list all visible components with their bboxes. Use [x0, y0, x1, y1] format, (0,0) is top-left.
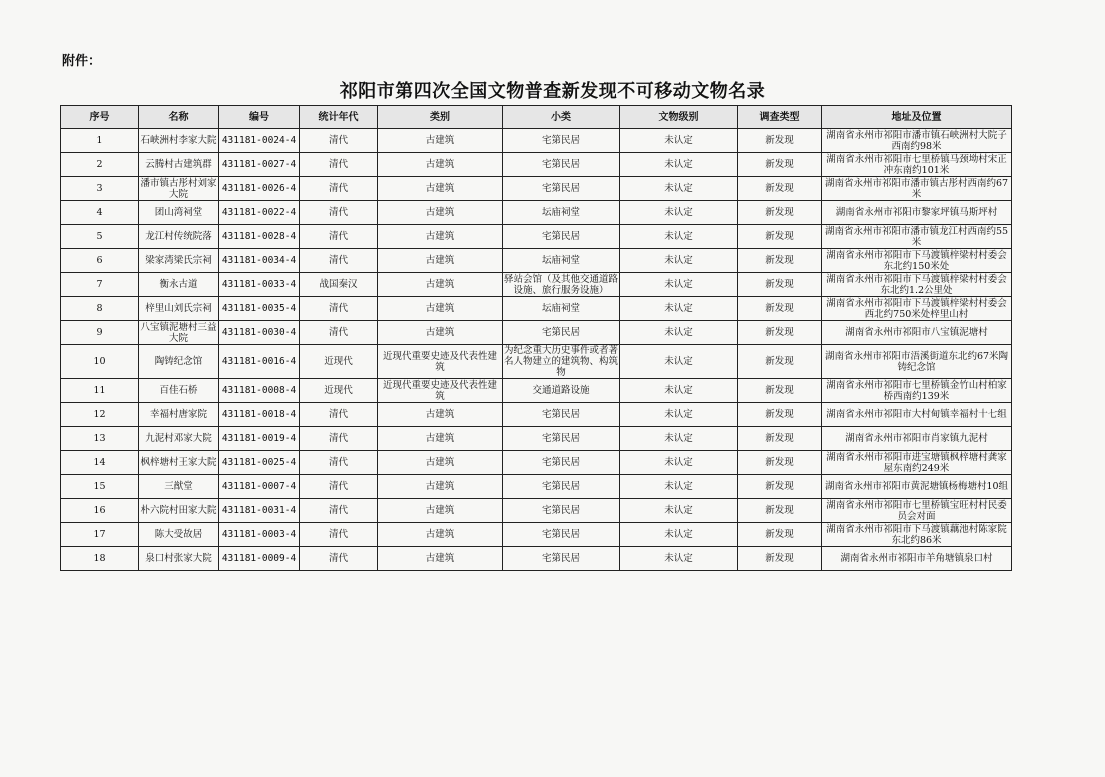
table-row: [61, 403, 1012, 427]
cell-subcategory: 坛庙祠堂: [503, 297, 620, 321]
cell-category: 古建筑: [378, 499, 503, 523]
cell-category: 近现代重要史迹及代表性建筑: [378, 379, 503, 403]
cell-subcategory: 宅第民居: [503, 427, 620, 451]
cell-subcategory: 宅第民居: [503, 499, 620, 523]
cell-era: 近现代: [300, 345, 378, 379]
cell-survey: 新发现: [738, 403, 822, 427]
cell-level: 未认定: [620, 403, 738, 427]
cell-no: 5: [61, 225, 139, 249]
cell-no: 7: [61, 273, 139, 297]
cell-era: 清代: [300, 297, 378, 321]
cell-no: 6: [61, 249, 139, 273]
table-row: [61, 547, 1012, 571]
cell-code: 431181-0008-4: [219, 379, 300, 403]
cell-era: 清代: [300, 499, 378, 523]
cell-category: 古建筑: [378, 403, 503, 427]
table-row: [61, 475, 1012, 499]
header-col-name: 名称: [139, 106, 219, 129]
cell-survey: 新发现: [738, 499, 822, 523]
cell-name: 泉口村张家大院: [139, 547, 219, 571]
cell-address: 湖南省永州市祁阳市潘市镇石峡洲村大院子西南约98米: [822, 129, 1012, 153]
cell-no: 18: [61, 547, 139, 571]
header-col-subcategory: 小类: [503, 106, 620, 129]
cell-code: 431181-0034-4: [219, 249, 300, 273]
cell-code: 431181-0016-4: [219, 345, 300, 379]
cell-subcategory: 宅第民居: [503, 451, 620, 475]
cell-level: 未认定: [620, 475, 738, 499]
cell-subcategory: 交通道路设施: [503, 379, 620, 403]
cell-code: 431181-0027-4: [219, 153, 300, 177]
cell-category: 古建筑: [378, 321, 503, 345]
cell-level: 未认定: [620, 153, 738, 177]
cell-survey: 新发现: [738, 379, 822, 403]
cell-subcategory: 宅第民居: [503, 475, 620, 499]
cell-survey: 新发现: [738, 547, 822, 571]
cell-subcategory: 宅第民居: [503, 153, 620, 177]
cell-category: 古建筑: [378, 225, 503, 249]
cell-era: 清代: [300, 403, 378, 427]
cell-address: 湖南省永州市祁阳市黄泥塘镇杨梅塘村10组: [822, 475, 1012, 499]
cell-address: 湖南省永州市祁阳市进宝塘镇枫梓塘村龚家屋东南约249米: [822, 451, 1012, 475]
cell-name: 百佳石桥: [139, 379, 219, 403]
attachment-label: 附件：: [62, 54, 102, 69]
cell-level: 未认定: [620, 249, 738, 273]
cell-name: 陈大受故居: [139, 523, 219, 547]
cell-category: 古建筑: [378, 547, 503, 571]
table-row: [61, 499, 1012, 523]
cell-name: 枫梓塘村王家大院: [139, 451, 219, 475]
cell-era: 清代: [300, 225, 378, 249]
cell-address: 湖南省永州市祁阳市七里桥镇金竹山村柏家桥西南约139米: [822, 379, 1012, 403]
cell-survey: 新发现: [738, 177, 822, 201]
cell-name: 衡永古道: [139, 273, 219, 297]
cell-address: 湖南省永州市祁阳市潘市镇古彤村西南约67米: [822, 177, 1012, 201]
cell-level: 未认定: [620, 201, 738, 225]
cell-level: 未认定: [620, 499, 738, 523]
table-row: [61, 273, 1012, 297]
table-row: [61, 345, 1012, 379]
header-col-survey: 调查类型: [738, 106, 822, 129]
header-col-category: 类别: [378, 106, 503, 129]
cell-subcategory: 坛庙祠堂: [503, 201, 620, 225]
cell-level: 未认定: [620, 129, 738, 153]
cell-category: 古建筑: [378, 451, 503, 475]
cell-code: 431181-0025-4: [219, 451, 300, 475]
cell-address: 湖南省永州市祁阳市下马渡镇梓梁村村委会东北约1.2公里处: [822, 273, 1012, 297]
cell-address: 湖南省永州市祁阳市下马渡镇梓梁村村委会西北约750米处梓里山村: [822, 297, 1012, 321]
cell-era: 清代: [300, 129, 378, 153]
cell-category: 古建筑: [378, 273, 503, 297]
cell-level: 未认定: [620, 379, 738, 403]
header-col-address: 地址及位置: [822, 106, 1012, 129]
table-row: [61, 129, 1012, 153]
cell-code: 431181-0026-4: [219, 177, 300, 201]
cell-address: 湖南省永州市祁阳市肖家镇九泥村: [822, 427, 1012, 451]
cell-code: 431181-0024-4: [219, 129, 300, 153]
cell-code: 431181-0028-4: [219, 225, 300, 249]
table-header-row: [61, 106, 1012, 129]
page-title: 祁阳市第四次全国文物普查新发现不可移动文物名录: [339, 81, 766, 102]
cell-address: 湖南省永州市祁阳市下马渡镇梓梁村村委会东北约150米处: [822, 249, 1012, 273]
cell-era: 近现代: [300, 379, 378, 403]
cell-name: 云腾村古建筑群: [139, 153, 219, 177]
cell-category: 古建筑: [378, 201, 503, 225]
cell-era: 清代: [300, 321, 378, 345]
cell-no: 12: [61, 403, 139, 427]
cell-era: 战国秦汉: [300, 273, 378, 297]
cell-name: 九泥村邓家大院: [139, 427, 219, 451]
cell-era: 清代: [300, 547, 378, 571]
cell-level: 未认定: [620, 225, 738, 249]
table-row: [61, 379, 1012, 403]
table-row: [61, 177, 1012, 201]
cell-subcategory: 宅第民居: [503, 523, 620, 547]
cell-address: 湖南省永州市祁阳市羊角塘镇泉口村: [822, 547, 1012, 571]
cell-era: 清代: [300, 523, 378, 547]
cell-era: 清代: [300, 475, 378, 499]
cell-survey: 新发现: [738, 273, 822, 297]
cell-category: 古建筑: [378, 129, 503, 153]
cell-level: 未认定: [620, 547, 738, 571]
cell-name: 陶铸纪念馆: [139, 345, 219, 379]
cell-survey: 新发现: [738, 297, 822, 321]
cell-category: 古建筑: [378, 475, 503, 499]
cell-no: 15: [61, 475, 139, 499]
cell-survey: 新发现: [738, 475, 822, 499]
cell-level: 未认定: [620, 523, 738, 547]
cell-name: 八宝镇泥塘村三益大院: [140, 321, 217, 344]
cell-category: 古建筑: [378, 297, 503, 321]
cell-address: 湖南省永州市祁阳市大村甸镇幸福村十七组: [822, 403, 1012, 427]
table-row: [61, 249, 1012, 273]
cell-no: 2: [61, 153, 139, 177]
header-col-no: 序号: [61, 106, 139, 129]
cell-era: 清代: [300, 427, 378, 451]
cell-category: 古建筑: [378, 177, 503, 201]
cell-level: 未认定: [620, 177, 738, 201]
cell-name: 梁家湾梁氏宗祠: [139, 249, 219, 273]
table-row: [61, 321, 1012, 345]
cell-subcategory: 宅第民居: [503, 225, 620, 249]
cell-level: 未认定: [620, 321, 738, 345]
cell-address: 湖南省永州市祁阳市潘市镇龙江村西南约55米: [822, 225, 1012, 249]
cell-name: 团山湾祠堂: [139, 201, 219, 225]
cell-name: 朴六院村田家大院: [139, 499, 219, 523]
cell-code: 431181-0003-4: [219, 523, 300, 547]
table-row: [61, 523, 1012, 547]
cell-no: 14: [61, 451, 139, 475]
cell-subcategory: 宅第民居: [503, 321, 620, 345]
cell-level: 未认定: [620, 345, 738, 379]
cell-no: 17: [61, 523, 139, 547]
table-row: [61, 451, 1012, 475]
table-row: [61, 153, 1012, 177]
cell-category: 古建筑: [378, 523, 503, 547]
cell-era: 清代: [300, 451, 378, 475]
cell-era: 清代: [300, 153, 378, 177]
cell-code: 431181-0018-4: [219, 403, 300, 427]
cell-code: 431181-0007-4: [219, 475, 300, 499]
cell-code: 431181-0033-4: [219, 273, 300, 297]
cell-code: 431181-0035-4: [219, 297, 300, 321]
cell-name: 梓里山刘氏宗祠: [139, 297, 219, 321]
cell-subcategory: 宅第民居: [503, 547, 620, 571]
cell-no: 3: [61, 177, 139, 201]
cell-subcategory: 为纪念重大历史事件或者著名人物建立的建筑物、构筑物: [504, 345, 619, 378]
cell-name: 龙江村传统院落: [139, 225, 219, 249]
cell-survey: 新发现: [738, 523, 822, 547]
cell-address: 湖南省永州市祁阳市下马渡镇藕池村陈家院东北约86米: [822, 523, 1012, 547]
cell-survey: 新发现: [738, 249, 822, 273]
cell-subcategory: 坛庙祠堂: [503, 249, 620, 273]
cell-code: 431181-0030-4: [219, 321, 300, 345]
cell-no: 8: [61, 297, 139, 321]
cell-category: 古建筑: [378, 427, 503, 451]
cell-no: 13: [61, 427, 139, 451]
cell-subcategory: 宅第民居: [503, 177, 620, 201]
cell-era: 清代: [300, 177, 378, 201]
cell-survey: 新发现: [738, 201, 822, 225]
cell-address: 湖南省永州市祁阳市七里桥镇宝旺村村民委员会对面: [822, 499, 1012, 523]
cell-address: 湖南省永州市祁阳市黎家坪镇马斯坪村: [822, 201, 1012, 225]
cell-subcategory: 宅第民居: [503, 129, 620, 153]
cell-no: 16: [61, 499, 139, 523]
cell-name: 三猷堂: [139, 475, 219, 499]
cell-survey: 新发现: [738, 427, 822, 451]
cell-no: 4: [61, 201, 139, 225]
cell-subcategory: 驿站会馆（及其他交通道路设施、旅行服务设施）: [504, 273, 619, 296]
table-row: [61, 201, 1012, 225]
cell-no: 9: [61, 321, 139, 345]
table-row: [61, 297, 1012, 321]
cell-code: 431181-0019-4: [219, 427, 300, 451]
cell-no: 10: [61, 345, 139, 379]
cell-level: 未认定: [620, 273, 738, 297]
cell-survey: 新发现: [738, 321, 822, 345]
cell-code: 431181-0009-4: [219, 547, 300, 571]
cell-era: 清代: [300, 201, 378, 225]
cell-level: 未认定: [620, 451, 738, 475]
cell-name: 石峡洲村李家大院: [139, 129, 219, 153]
table-row: [61, 427, 1012, 451]
header-col-code: 编号: [219, 106, 300, 129]
cell-name: 幸福村唐家院: [139, 403, 219, 427]
cell-survey: 新发现: [738, 129, 822, 153]
relics-table: [60, 105, 1012, 571]
cell-category: 古建筑: [378, 249, 503, 273]
cell-level: 未认定: [620, 427, 738, 451]
cell-code: 431181-0031-4: [219, 499, 300, 523]
header-col-era: 统计年代: [300, 106, 378, 129]
cell-no: 1: [61, 129, 139, 153]
cell-no: 11: [61, 379, 139, 403]
cell-era: 清代: [300, 249, 378, 273]
cell-code: 431181-0022-4: [219, 201, 300, 225]
cell-name: 潘市镇古彤村刘家大院: [140, 177, 217, 200]
cell-category: 古建筑: [378, 153, 503, 177]
cell-survey: 新发现: [738, 345, 822, 379]
cell-level: 未认定: [620, 297, 738, 321]
cell-survey: 新发现: [738, 225, 822, 249]
cell-address: 湖南省永州市祁阳市八宝镇泥塘村: [822, 321, 1012, 345]
cell-subcategory: 宅第民居: [503, 403, 620, 427]
cell-survey: 新发现: [738, 451, 822, 475]
cell-category: 近现代重要史迹及代表性建筑: [378, 345, 503, 379]
cell-address: 湖南省永州市祁阳市浯溪街道东北约67米陶铸纪念馆: [822, 345, 1012, 379]
header-col-level: 文物级别: [620, 106, 738, 129]
table-row: [61, 225, 1012, 249]
cell-address: 湖南省永州市祁阳市七里桥镇马颈坳村宋正冲东南约101米: [822, 153, 1012, 177]
cell-survey: 新发现: [738, 153, 822, 177]
